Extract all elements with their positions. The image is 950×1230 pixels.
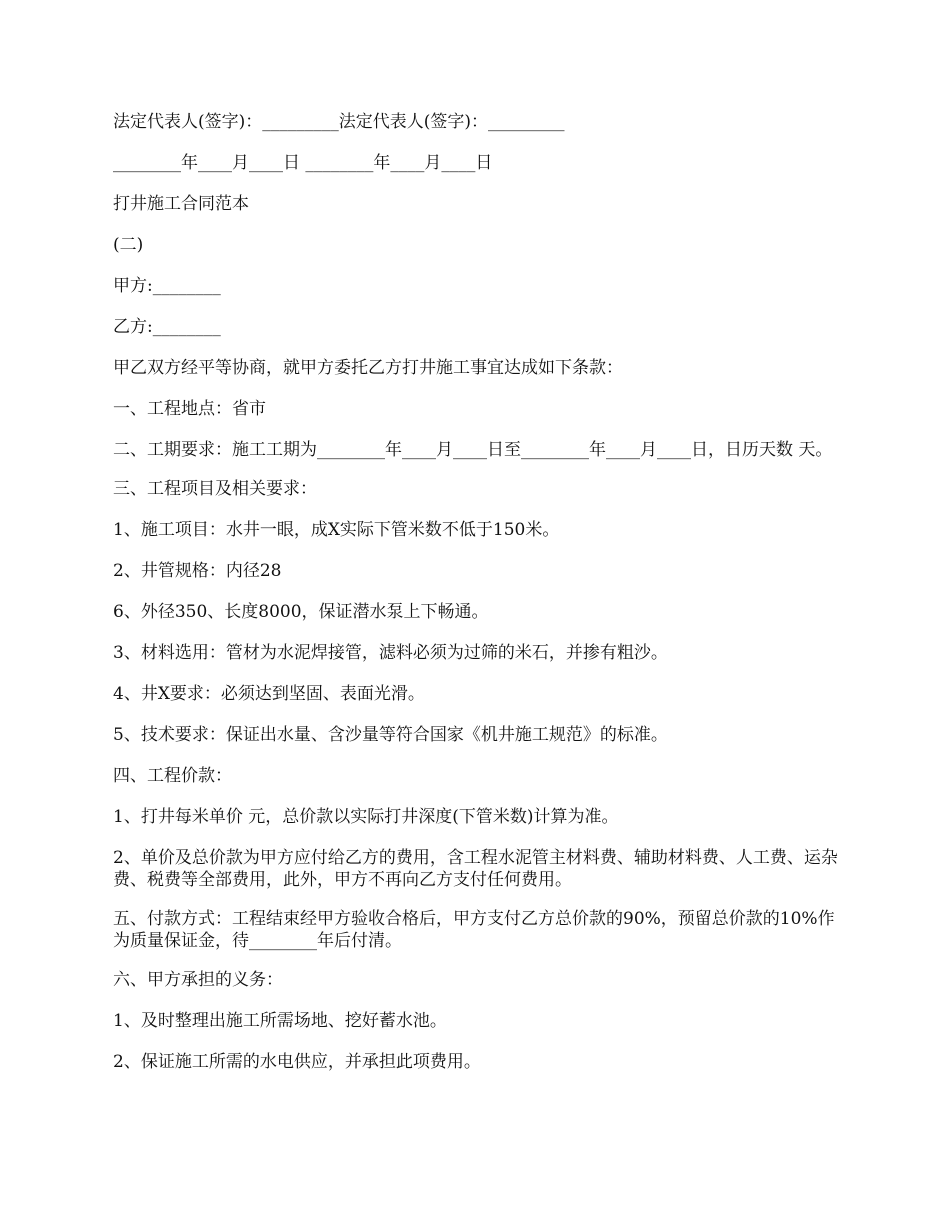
date-line: ________年____月____日 ________年____月____日 (113, 153, 493, 173)
clause-item: 6、外径350、长度8000，保证潜水泵上下畅通。 (113, 602, 489, 622)
clause-price-heading: 四、工程价款： (113, 766, 232, 786)
party-a-line: 甲方:________ (113, 276, 221, 296)
preamble: 甲乙双方经平等协商，就甲方委托乙方打井施工事宜达成如下条款： (113, 358, 623, 378)
clause-item: 2、井管规格：内径28 (113, 561, 282, 581)
section-number: (二) (113, 235, 144, 255)
clause-schedule: 二、工期要求：施工工期为________年____月____日至________年____月____日，日历天数 天。 (113, 440, 833, 460)
clause-item: 1、打井每米单价 元，总价款以实际打井深度(下管米数)计算为准。 (113, 807, 619, 827)
document-page (113, 111, 843, 1092)
clause-item: 5、技术要求：保证出水量、含沙量等符合国家《机井施工规范》的标准。 (113, 725, 668, 745)
party-b-line: 乙方:________ (113, 317, 221, 337)
clause-payment: 五、付款方式：工程结束经甲方验收合格后，甲方支付乙方总价款的90%，预留总价款的10%作为质量保证金，待________年后付清。 (113, 909, 835, 951)
clause-party-a-obligations: 六、甲方承担的义务： (113, 970, 283, 990)
clause-item: 4、井X要求：必须达到坚固、表面光滑。 (113, 684, 425, 704)
contract-title: 打井施工合同范本 (113, 194, 249, 214)
clause-item: 1、施工项目：水井一眼，成X实际下管米数不低于150米。 (113, 520, 560, 540)
clause-item: 2、单价及总价款为甲方应付给乙方的费用，含工程水泥管主材料费、辅助材料费、人工费、运杂费、税费等全部费用，此外，甲方不再向乙方支付任何费用。 (113, 848, 838, 890)
clause-location: 一、工程地点：省市 (113, 399, 266, 419)
clause-project-heading: 三、工程项目及相关要求： (113, 479, 317, 499)
clause-item: 1、及时整理出施工所需场地、挖好蓄水池。 (113, 1011, 447, 1031)
clause-item: 3、材料选用：管材为水泥焊接管，滤料必须为过筛的米石，并掺有粗沙。 (113, 643, 668, 663)
clause-item: 2、保证施工所需的水电供应，并承担此项费用。 (113, 1052, 481, 1072)
signature-line: 法定代表人(签字)：_________法定代表人(签字)：_________ (113, 112, 565, 132)
